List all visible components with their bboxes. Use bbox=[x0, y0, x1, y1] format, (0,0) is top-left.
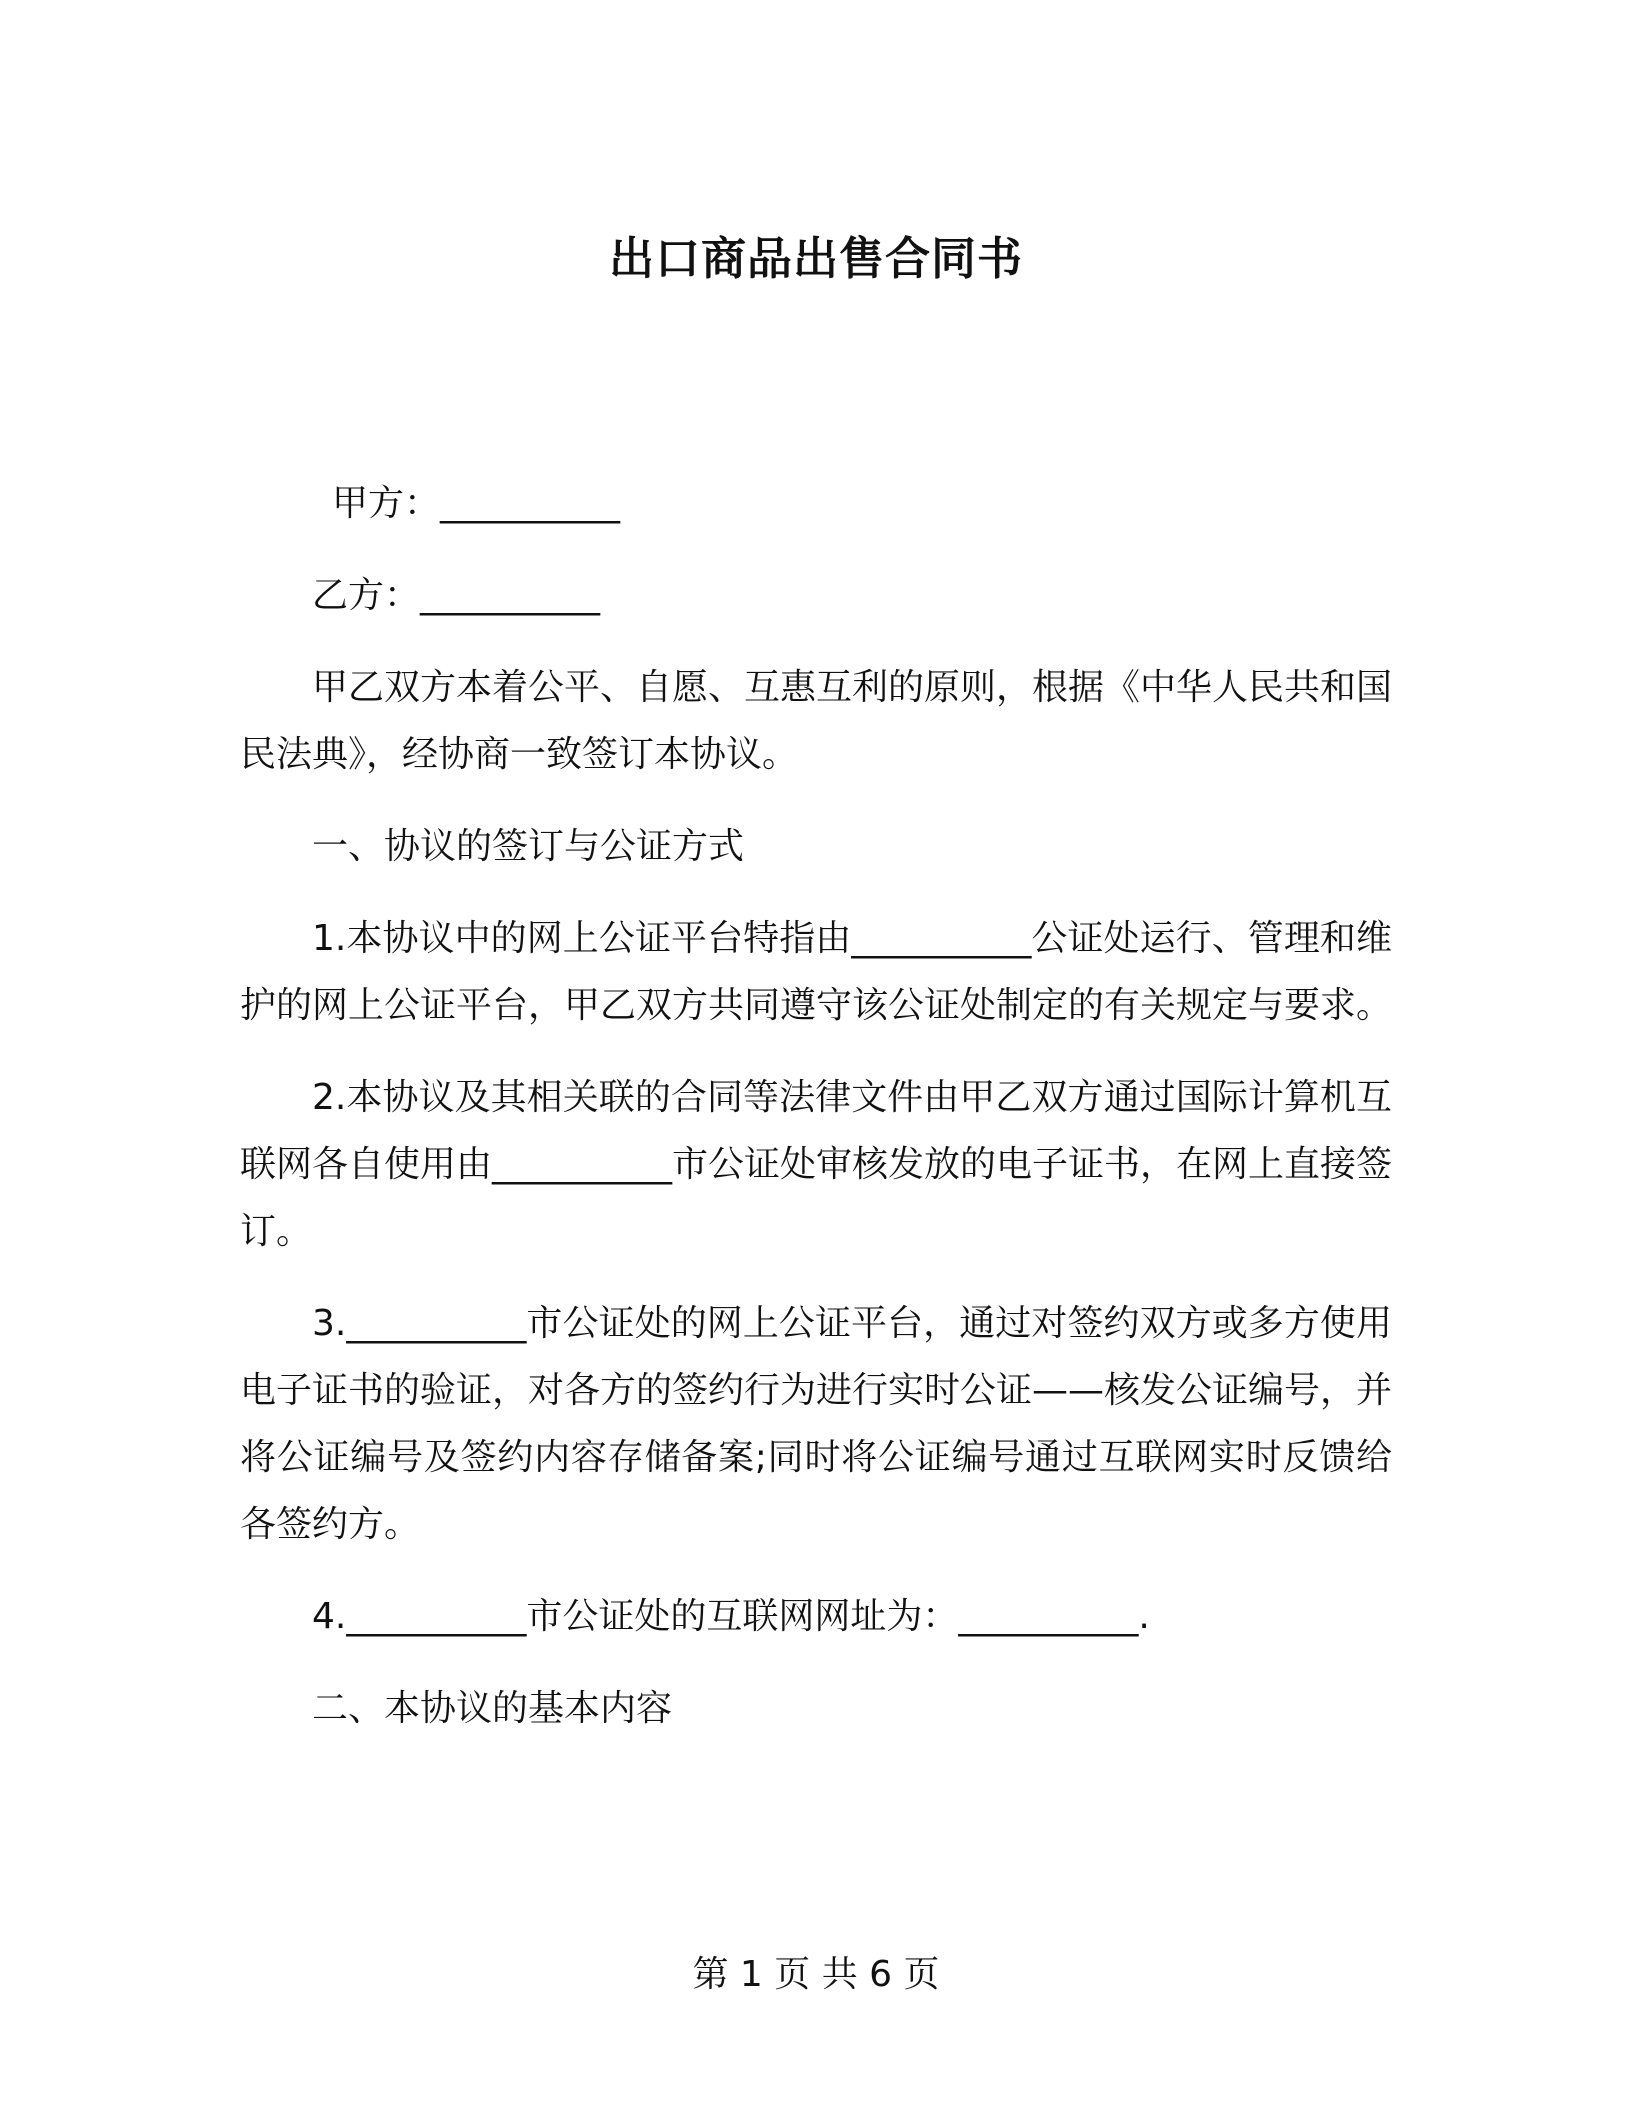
document-body bbox=[240, 470, 1392, 1742]
section-2-heading: 二、本协议的基本内容 bbox=[312, 1688, 673, 1729]
clause-2: 2.本协议及其相关联的合同等法律文件由甲乙双方通过国际计算机互联网各自使用由__________市公证处审核发放的电子证书，在网上直接签订。 bbox=[240, 1077, 1393, 1252]
section-1-heading: 一、协议的签订与公证方式 bbox=[312, 826, 745, 867]
clause-1: 1.本协议中的网上公证平台特指由__________公证处运行、管理和维护的网上公证平台，甲乙双方共同遵守该公证处制定的有关规定与要求。 bbox=[240, 918, 1393, 1026]
page-number: 第 1 页 共 6 页 bbox=[692, 1954, 940, 1995]
party-a-line: 甲方：__________ bbox=[332, 483, 621, 524]
clause-3: 3.__________市公证处的网上公证平台，通过对签约双方或多方使用电子证书的验证，对各方的签约行为进行实时公证——核发公证编号，并将公证编号及签约内容存储备案;同时将公证编号通过互联网实时反馈给各签约方。 bbox=[240, 1303, 1393, 1545]
document-title: 出口商品出售合同书 bbox=[608, 232, 1023, 285]
party-b-line: 乙方：__________ bbox=[312, 575, 601, 616]
clause-4: 4.__________市公证处的互联网网址为：__________. bbox=[312, 1596, 1150, 1637]
intro-paragraph: 甲乙双方本着公平、自愿、互惠互利的原则，根据《中华人民共和国民法典》，经协商一致签订本协议。 bbox=[240, 667, 1393, 775]
